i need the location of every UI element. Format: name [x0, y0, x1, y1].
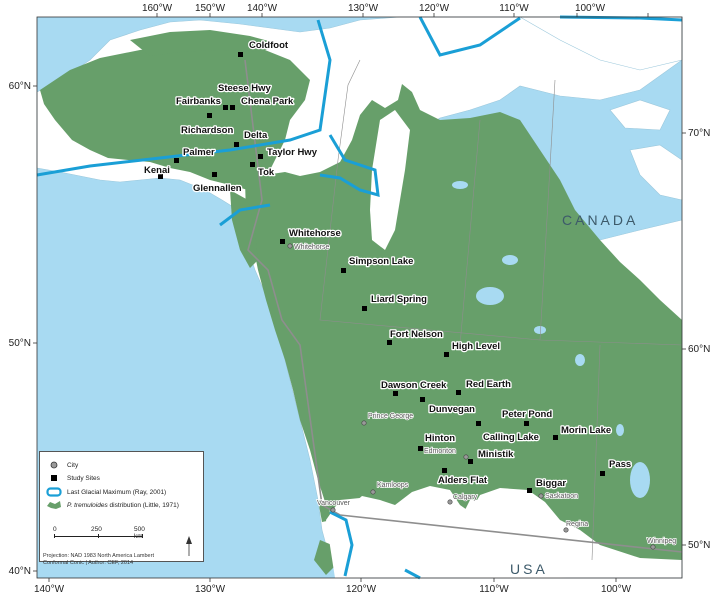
site-label: Calling Lake	[483, 432, 539, 443]
city-marker	[539, 493, 578, 500]
tick-bottom: 120°W	[345, 584, 377, 595]
tick-right: 70°N	[688, 128, 711, 139]
study-site	[258, 147, 318, 159]
site-label: High Level	[452, 341, 501, 352]
city-label: Saskatoon	[545, 493, 579, 500]
tick-bottom: 100°W	[600, 584, 632, 595]
site-label: Fort Nelson	[390, 329, 443, 340]
site-label: Palmer	[183, 147, 215, 158]
site-label: Taylor Hwy	[267, 147, 317, 158]
legend	[39, 451, 204, 562]
tick-top: 130°W	[347, 3, 379, 14]
site-label: Morin Lake	[561, 425, 612, 436]
site-label: Whitehorse	[289, 228, 341, 239]
site-label: Tok	[258, 167, 275, 178]
tick-top: 150°W	[194, 3, 226, 14]
site-label: Pass	[609, 459, 632, 470]
site-label: Fairbanks	[176, 96, 221, 107]
city-label: Vancouver	[317, 500, 350, 507]
square-icon	[46, 474, 62, 482]
tick-left: 60°N	[8, 81, 31, 92]
tick-left: 40°N	[8, 566, 31, 577]
city-label: Calgary	[453, 494, 478, 501]
site-label: Simpson Lake	[349, 256, 414, 267]
legend-study-sites-label: Study Sites	[67, 474, 100, 482]
legend-lgm	[46, 487, 166, 497]
credit-line-1: Projection: NAD 1983 North America Lambert	[43, 553, 154, 559]
scale-0: 0	[53, 526, 57, 533]
scale-bar	[54, 526, 154, 542]
right-tick-labels	[688, 128, 710, 551]
tick-bottom: 140°W	[33, 584, 65, 595]
credit-line-2: Conformal Conic | Author: CEF, 2014	[43, 560, 134, 566]
site-label: Steese Hwy	[218, 83, 271, 94]
legend-lgm-label: Last Glacial Maximum (Ray, 2001)	[67, 488, 167, 496]
tick-right: 60°N	[688, 344, 711, 355]
top-tick-labels	[142, 3, 606, 14]
city-label: Regina	[566, 521, 589, 528]
tick-left: 50°N	[8, 338, 31, 349]
city-icon	[46, 461, 62, 469]
site-label: Dunvegan	[429, 404, 475, 415]
city-label: Winnipeg	[647, 538, 677, 545]
city-label: Prince George	[368, 413, 414, 420]
legend-city	[46, 461, 78, 469]
species-name: P. tremuloides	[67, 501, 108, 509]
site-label: Glennallen	[193, 183, 242, 194]
map-credit	[43, 553, 193, 567]
legend-study-sites	[46, 474, 100, 482]
site-label: Ministik	[478, 449, 514, 460]
site-label: Dawson Creek	[381, 380, 447, 391]
legend-city-label: City	[67, 461, 79, 469]
tick-top: 100°W	[574, 3, 606, 14]
distribution-swatch-icon	[46, 500, 62, 510]
site-label: Richardson	[181, 125, 234, 136]
tick-top: 140°W	[246, 3, 278, 14]
tick-top: 120°W	[418, 3, 450, 14]
scale-500: 500 km	[134, 526, 145, 540]
site-label: Hinton	[425, 433, 456, 444]
usa-label: USA	[510, 561, 548, 577]
left-tick-labels	[9, 81, 31, 577]
tick-top: 160°W	[141, 3, 173, 14]
bottom-tick-labels	[34, 584, 632, 595]
city-label: Kamloops	[377, 482, 409, 489]
city-label: Edmonton	[424, 448, 456, 455]
legend-distribution	[46, 500, 179, 510]
site-label: Coldfoot	[249, 40, 289, 51]
scale-250: 250	[91, 526, 102, 533]
site-label: Delta	[244, 130, 268, 141]
site-label: Liard Spring	[371, 294, 427, 305]
tick-bottom: 110°W	[479, 584, 509, 595]
city-label: Whitehorse	[294, 244, 330, 251]
site-label: Chena Park	[241, 96, 294, 107]
tick-bottom: 130°W	[194, 584, 226, 595]
city-marker	[288, 244, 330, 251]
site-label: Biggar	[536, 478, 567, 489]
tick-right: 50°N	[688, 540, 711, 551]
site-label: Red Earth	[466, 379, 511, 390]
tick-top: 110°W	[499, 3, 529, 14]
legend-distribution-label	[67, 502, 179, 509]
canada-label: CANADA	[562, 212, 639, 228]
lgm-swatch-icon	[46, 487, 62, 497]
distribution-source: distribution (Little, 1971)	[107, 501, 179, 509]
site-label: Peter Pond	[502, 409, 553, 420]
site-label: Alders Flat	[438, 475, 488, 486]
site-label: Kenai	[144, 165, 170, 176]
